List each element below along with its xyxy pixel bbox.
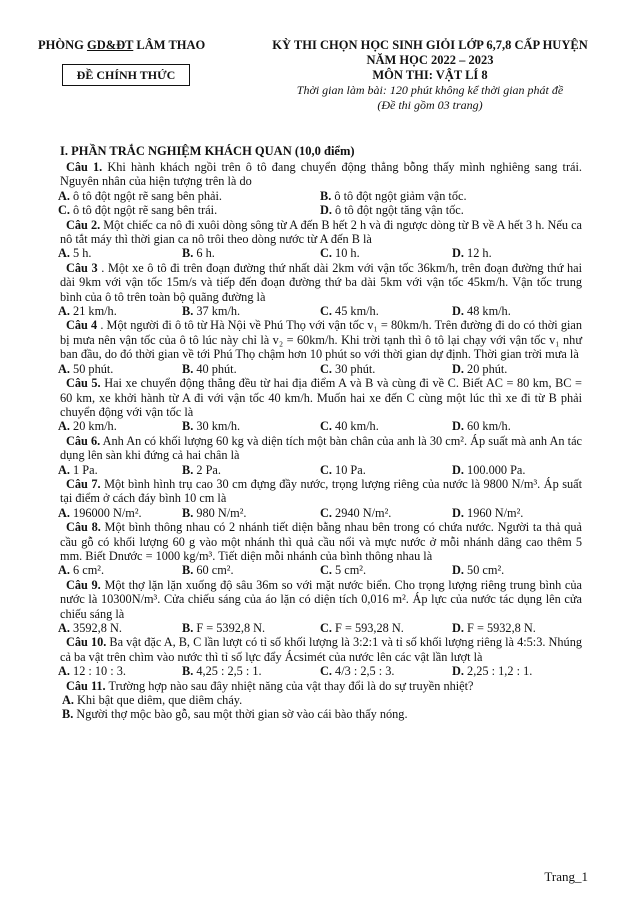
option-text: 10 Pa. bbox=[335, 462, 366, 477]
option-letter: C. bbox=[320, 664, 332, 679]
answer-option bbox=[182, 463, 320, 477]
question-number: Câu 9. bbox=[66, 577, 101, 592]
department-name bbox=[38, 38, 253, 53]
section-title: I. PHẦN TRẮC NGHIỆM KHÁCH QUAN (10,0 điểm) bbox=[60, 144, 355, 158]
option-letter: D. bbox=[452, 419, 464, 434]
options-row bbox=[58, 189, 582, 203]
answer-option bbox=[320, 563, 452, 577]
answer-option bbox=[452, 304, 580, 318]
option-letter: B. bbox=[182, 505, 194, 520]
answer-option bbox=[182, 563, 320, 577]
answer-option bbox=[58, 189, 320, 203]
option-letter: A. bbox=[58, 664, 70, 679]
question-number: Câu 7. bbox=[66, 476, 101, 491]
option-letter: A. bbox=[58, 246, 70, 261]
official-exam-box bbox=[62, 64, 190, 86]
option-letter: B. bbox=[182, 304, 194, 319]
option-letter: C. bbox=[320, 304, 332, 319]
option-letter: A. bbox=[58, 419, 70, 434]
question-item bbox=[60, 635, 582, 678]
answer-option bbox=[452, 246, 580, 260]
question-stem bbox=[60, 578, 582, 621]
question-stem bbox=[60, 218, 582, 247]
options-row bbox=[58, 506, 582, 520]
question-number: Câu 4 bbox=[66, 318, 98, 333]
question-text: Một bình thông nhau có 2 nhánh tiết diện bằng nhau bên trong có chứa nước. Người ta thả quả cầu gỗ có khối lượng 60 g vào một nhánh thì quả cầu nổi và mực nước ở mỗi nhánh dâng cao thêm 5 mm. Biết Dnước = 1000 kg/m³. Tiết diện mỗi nhánh của bình thông nhau là bbox=[60, 520, 582, 563]
option-text: 196000 N/m². bbox=[73, 505, 142, 520]
answer-option bbox=[60, 707, 582, 721]
pages-note: (Đề thi gồm 03 trang) bbox=[377, 98, 483, 112]
option-letter: B. bbox=[320, 188, 332, 203]
option-text: 2,25 : 1,2 : 1. bbox=[467, 664, 533, 679]
exam-title: KỲ THI CHỌN HỌC SINH GIỎI LỚP 6,7,8 CẤP HUYỆN bbox=[272, 38, 588, 52]
option-letter: B. bbox=[182, 246, 194, 261]
answer-option bbox=[182, 621, 320, 635]
answer-option bbox=[320, 203, 582, 217]
option-text: 30 km/h. bbox=[196, 419, 241, 434]
options-stack bbox=[60, 693, 582, 722]
option-letter: B. bbox=[182, 462, 194, 477]
question-stem bbox=[60, 520, 582, 563]
option-letter: C. bbox=[320, 419, 332, 434]
answer-option bbox=[320, 189, 582, 203]
option-letter: C. bbox=[320, 563, 332, 578]
option-letter: B. bbox=[62, 707, 74, 722]
question-stem bbox=[60, 318, 582, 361]
answer-option bbox=[452, 419, 580, 433]
answer-option bbox=[58, 664, 182, 678]
answer-option bbox=[58, 563, 182, 577]
option-letter: A. bbox=[58, 188, 70, 203]
subject: MÔN THI: VẬT LÍ 8 bbox=[372, 68, 488, 82]
option-text: 40 km/h. bbox=[335, 419, 379, 434]
option-text: 5 cm². bbox=[335, 563, 367, 578]
answer-option bbox=[320, 506, 452, 520]
option-letter: D. bbox=[452, 664, 464, 679]
option-letter: A. bbox=[58, 621, 70, 635]
question-item bbox=[60, 261, 582, 319]
option-text: 50 cm². bbox=[467, 563, 505, 578]
question-text: Trường hợp nào sau đây nhiệt năng của vật thay đổi là do sự truyền nhiệt? bbox=[108, 678, 474, 693]
option-text: 4/3 : 2,5 : 3. bbox=[335, 664, 395, 679]
duration: Thời gian làm bài: 120 phút không kể thời gian phát đề bbox=[296, 83, 564, 97]
options-row bbox=[58, 563, 582, 577]
option-text: ô tô đột ngột rẽ sang bên trái. bbox=[73, 203, 218, 218]
question-item bbox=[60, 520, 582, 578]
option-text: 10 h. bbox=[335, 246, 360, 261]
option-text: 12 : 10 : 3. bbox=[73, 664, 126, 679]
answer-option bbox=[320, 664, 452, 678]
option-text: 20 phút. bbox=[467, 361, 508, 376]
option-letter: D. bbox=[452, 505, 464, 520]
option-text: 12 h. bbox=[467, 246, 492, 261]
option-text: 1960 N/m². bbox=[467, 505, 524, 520]
question-text: Một chiếc ca nô đi xuôi dòng sông từ A đến B hết 2 h và đi ngược dòng từ B về A hết 3 h. Nếu ca nô tắt máy thì thời gian ca nô trôi theo dòng nước từ A đến B là bbox=[60, 217, 582, 247]
options-row bbox=[58, 419, 582, 433]
option-text: 37 km/h. bbox=[196, 304, 241, 319]
option-letter: D. bbox=[452, 621, 464, 635]
official-label: ĐỀ CHÍNH THỨC bbox=[76, 67, 176, 82]
header-right bbox=[252, 38, 608, 113]
option-text: 100.000 Pa. bbox=[467, 462, 526, 477]
answer-option bbox=[58, 203, 320, 217]
option-letter: C. bbox=[320, 462, 332, 477]
option-text: Người thợ mộc bào gỗ, sau một thời gian sờ vào cái bào thấy nóng. bbox=[76, 707, 408, 722]
option-letter: C. bbox=[320, 505, 332, 520]
answer-option bbox=[452, 621, 580, 635]
answer-option bbox=[320, 304, 452, 318]
answer-option bbox=[452, 506, 580, 520]
answer-option bbox=[320, 246, 452, 260]
option-letter: A. bbox=[58, 361, 70, 376]
option-letter: C. bbox=[58, 203, 70, 218]
option-letter: D. bbox=[320, 203, 332, 218]
question-item bbox=[60, 679, 582, 722]
question-stem bbox=[60, 261, 582, 304]
option-text: 3592,8 N. bbox=[73, 621, 122, 635]
question-text: Ba vật đặc A, B, C lần lượt có tỉ số khối lượng là 3:2:1 và tỉ số khối lượng riêng là 4:5:3. Nhúng cả ba vật trên chìm vào nước thì tỉ số lực đẩy Ácsimét của nước lên các vật lần lượt là bbox=[60, 635, 582, 664]
option-text: ô tô đột ngột giảm vận tốc. bbox=[334, 188, 467, 203]
option-letter: C. bbox=[320, 621, 332, 635]
question-stem bbox=[60, 376, 582, 419]
options-row bbox=[58, 664, 582, 678]
option-text: 60 km/h. bbox=[467, 419, 511, 434]
option-letter: A. bbox=[62, 693, 74, 708]
question-item bbox=[60, 477, 582, 520]
option-letter: D. bbox=[452, 563, 464, 578]
answer-option bbox=[182, 304, 320, 318]
question-text: Khi hành khách ngồi trên ô tô đang chuyển động thẳng bỗng thấy mình nghiêng sang trái. Nguyên nhân của hiện tượng trên là do bbox=[60, 160, 582, 189]
option-letter: A. bbox=[58, 304, 70, 319]
questions-list bbox=[60, 160, 582, 722]
answer-option bbox=[452, 664, 580, 678]
question-item bbox=[60, 318, 582, 376]
option-text: F = 593,28 N. bbox=[335, 621, 404, 635]
option-text: Khi bật que diêm, que diêm cháy. bbox=[77, 693, 243, 708]
option-letter: A. bbox=[58, 505, 70, 520]
answer-option bbox=[58, 304, 182, 318]
answer-option bbox=[182, 362, 320, 376]
question-number: Câu 5. bbox=[66, 376, 101, 391]
option-text: F = 5932,8 N. bbox=[467, 621, 536, 635]
answer-option bbox=[452, 463, 580, 477]
header-left bbox=[38, 38, 253, 53]
question-text: . Một người đi ô tô từ Hà Nội về Phú Thọ với vận tốc v₁ = 80km/h. Trên đường đi do có thời gian bị mưa nên vận tốc của ô tô lúc này chỉ là v₂ = 60km/h. Khi trời tạnh thì ô tô lại chạy với vận tốc v₁ như ban đầu, do đó thời gian về tới Phú Thọ chậm hơn 10 phút so với thời gian dự định. Thời gian trời mưa là bbox=[60, 318, 582, 362]
option-text: 980 N/m². bbox=[196, 505, 247, 520]
answer-option bbox=[452, 362, 580, 376]
option-text: ô tô đột ngột rẽ sang bên phải. bbox=[73, 188, 222, 203]
answer-option bbox=[320, 362, 452, 376]
question-number: Câu 6. bbox=[66, 433, 101, 448]
option-text: 2940 N/m². bbox=[335, 505, 392, 520]
option-text: 30 phút. bbox=[335, 361, 376, 376]
option-text: 20 km/h. bbox=[73, 419, 117, 434]
option-letter: B. bbox=[182, 419, 194, 434]
question-item bbox=[60, 578, 582, 636]
question-stem bbox=[60, 477, 582, 506]
option-letter: A. bbox=[58, 563, 70, 578]
option-text: ô tô đột ngột tăng vận tốc. bbox=[335, 203, 464, 218]
option-letter: C. bbox=[320, 246, 332, 261]
option-text: 50 phút. bbox=[73, 361, 114, 376]
option-letter: D. bbox=[452, 246, 464, 261]
option-letter: A. bbox=[58, 462, 70, 477]
question-stem bbox=[60, 679, 582, 693]
answer-option bbox=[58, 506, 182, 520]
answer-option bbox=[452, 563, 580, 577]
option-letter: B. bbox=[182, 621, 194, 635]
option-letter: B. bbox=[182, 563, 194, 578]
question-stem bbox=[60, 434, 582, 463]
option-letter: C. bbox=[320, 361, 332, 376]
question-item bbox=[60, 160, 582, 218]
option-letter: D. bbox=[452, 361, 464, 376]
options-row bbox=[58, 621, 582, 635]
options-row bbox=[58, 246, 582, 260]
options-row bbox=[58, 203, 582, 217]
answer-option bbox=[58, 621, 182, 635]
answer-option bbox=[320, 419, 452, 433]
question-number: Câu 1. bbox=[66, 160, 103, 174]
answer-option bbox=[182, 664, 320, 678]
question-number: Câu 8. bbox=[66, 520, 101, 535]
question-item bbox=[60, 218, 582, 261]
option-text: 21 km/h. bbox=[73, 304, 117, 319]
answer-option bbox=[320, 463, 452, 477]
option-text: 1 Pa. bbox=[73, 462, 98, 477]
option-letter: B. bbox=[182, 664, 194, 679]
answer-option bbox=[60, 693, 582, 707]
option-letter: B. bbox=[182, 361, 194, 376]
option-text: 6 h. bbox=[196, 246, 215, 261]
question-number: Câu 2. bbox=[66, 217, 101, 232]
answer-option bbox=[58, 246, 182, 260]
page-footer: Trang_1 bbox=[544, 869, 588, 884]
option-text: F = 5392,8 N. bbox=[196, 621, 266, 635]
option-text: 4,25 : 2,5 : 1. bbox=[196, 664, 262, 679]
option-text: 5 h. bbox=[73, 246, 92, 261]
options-row bbox=[58, 304, 582, 318]
question-stem bbox=[60, 160, 582, 189]
department-suffix: LÂM THAO bbox=[133, 38, 206, 52]
option-letter: D. bbox=[452, 304, 464, 319]
answer-option bbox=[182, 506, 320, 520]
option-letter: D. bbox=[452, 462, 464, 477]
question-number: Câu 3 bbox=[66, 260, 98, 275]
question-text: . Một xe ô tô đi trên đoạn đường thứ nhất dài 2km với vận tốc 36km/h, trên đoạn đường thứ hai dài 9km với vận tốc 15m/s và tiếp đến đoạn đường thứ ba dài 5km với vận tốc 45km/h. Vận tốc trung bình của ô tô trên toàn bộ quãng đường là bbox=[60, 260, 582, 304]
option-text: 40 phút. bbox=[196, 361, 237, 376]
option-text: 2 Pa. bbox=[196, 462, 221, 477]
question-number: Câu 11. bbox=[66, 678, 106, 693]
department-gd: GD&ĐT bbox=[86, 38, 134, 52]
answer-option bbox=[182, 419, 320, 433]
answer-option bbox=[58, 362, 182, 376]
question-text: Hai xe chuyển động thẳng đều từ hai địa điểm A và B và cùng đi về C. Biết AC = 80 km, BC = 60 km, xe khởi hành từ A đi với vận tốc 40 km/h. Muốn hai xe đến C cùng một lúc thì xe đi từ B phải chuyển động với vận tốc là bbox=[60, 376, 582, 419]
option-text: 45 km/h. bbox=[335, 304, 379, 319]
question-text: Một bình hình trụ cao 30 cm đựng đầy nước, trọng lượng riêng của nước là 9800 N/m³. Áp suất tại điểm ở cách đáy bình 10 cm là bbox=[60, 476, 582, 506]
department-prefix: PHÒNG bbox=[38, 38, 87, 52]
question-text: Anh An có khối lượng 60 kg và diện tích một bàn chân của anh là 30 cm². Áp suất mà anh An tác dụng lên sàn khi đứng cả hai chân là bbox=[60, 433, 582, 463]
answer-option bbox=[58, 463, 182, 477]
question-item bbox=[60, 434, 582, 477]
option-text: 6 cm². bbox=[73, 563, 105, 578]
options-row bbox=[58, 463, 582, 477]
question-text: Một thợ lặn lặn xuống độ sâu 36m so với mặt nước biển. Cho trọng lượng riêng trung bình của nước là 10300N/m³. Cửa chiếu sáng của áo lặn có diện tích 0,016 m². Áp lực của nước tác dụng lên cửa chiếu sáng là bbox=[60, 577, 582, 621]
school-year: NĂM HỌC 2022 – 2023 bbox=[366, 53, 494, 67]
question-stem bbox=[60, 635, 582, 664]
question-number: Câu 10. bbox=[66, 635, 107, 650]
option-text: 60 cm². bbox=[196, 563, 234, 578]
question-item bbox=[60, 376, 582, 434]
answer-option bbox=[320, 621, 452, 635]
answer-option bbox=[182, 246, 320, 260]
option-text: 48 km/h. bbox=[467, 304, 511, 319]
answer-option bbox=[58, 419, 182, 433]
options-row bbox=[58, 362, 582, 376]
